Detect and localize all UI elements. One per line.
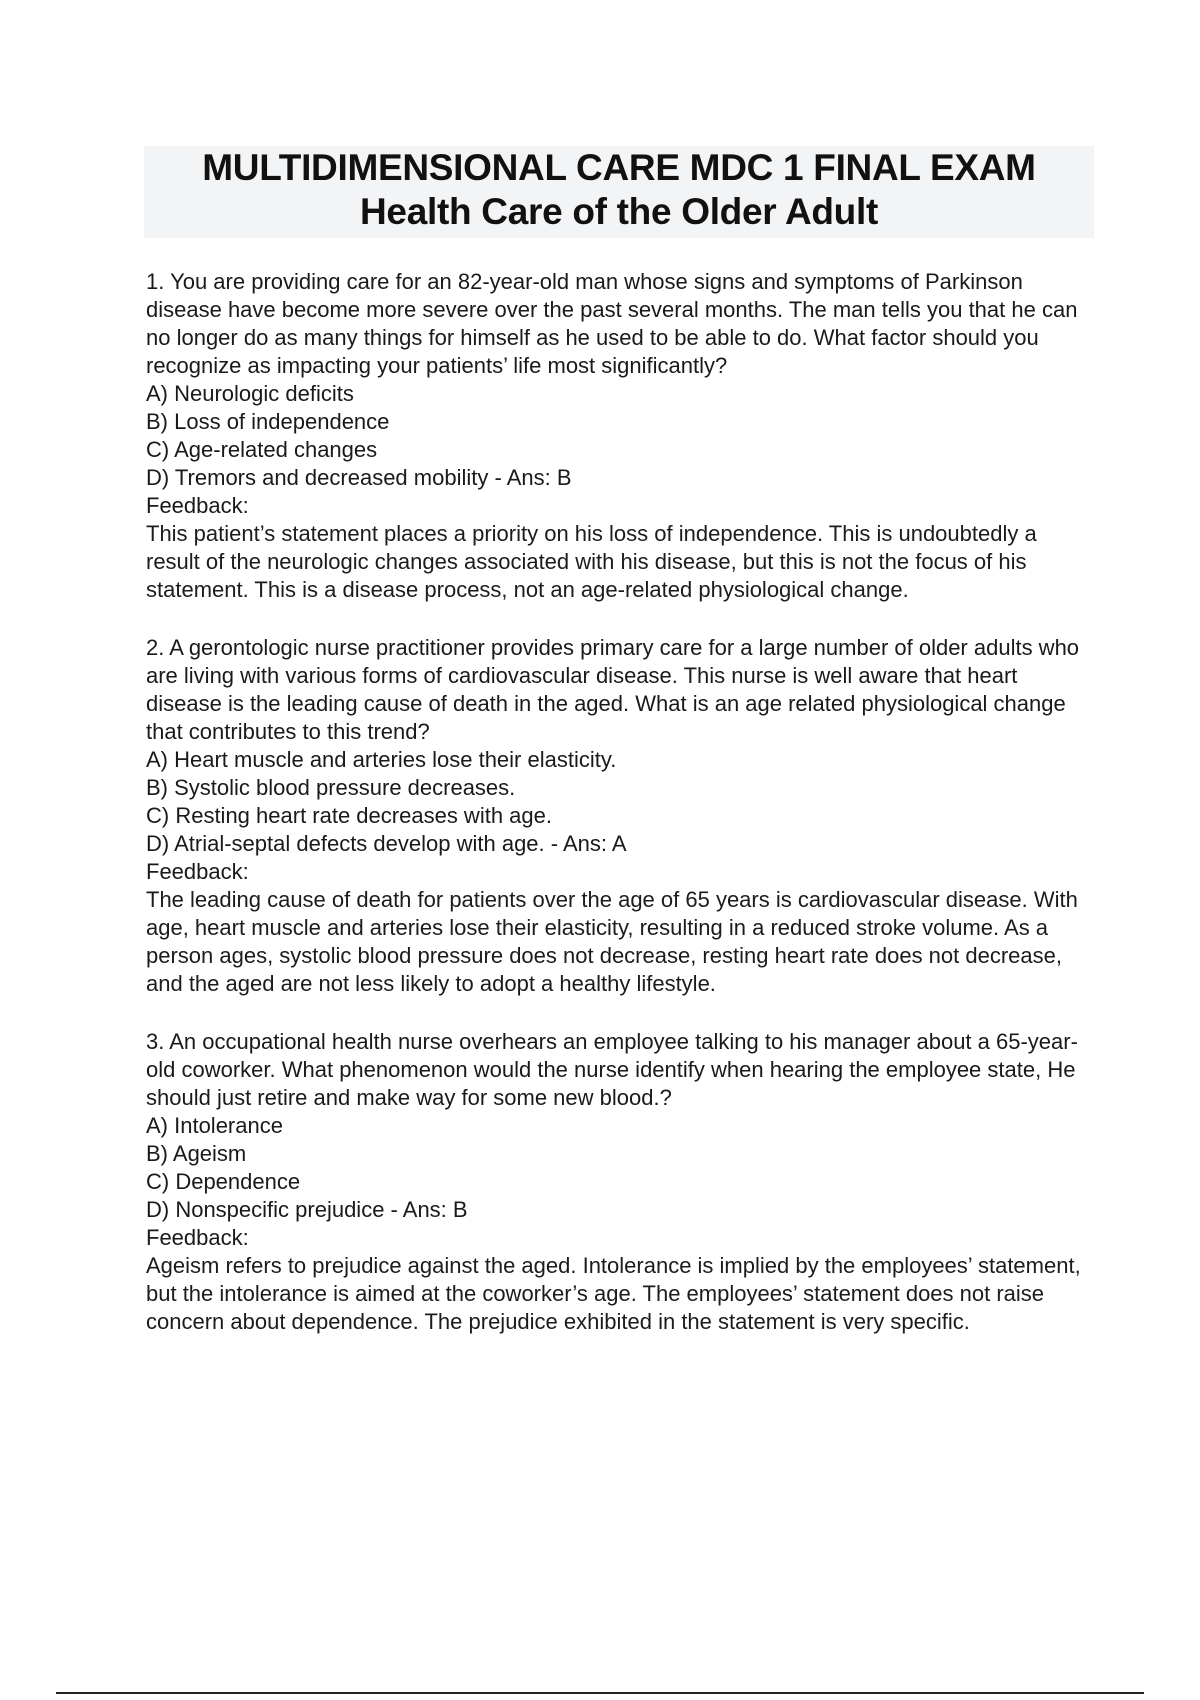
option-b: B) Systolic blood pressure decreases. [146,775,516,800]
option-a: A) Heart muscle and arteries lose their elasticity. [146,747,617,772]
option-d: D) Nonspecific prejudice - Ans: B [146,1197,468,1222]
option-d: D) Atrial-septal defects develop with age. - Ans: A [146,831,627,856]
question-1 [146,268,1086,604]
option-b: B) Ageism [146,1141,247,1166]
question-text: 2. A gerontologic nurse practitioner provides primary care for a large number of older adults who are living with various forms of cardiovascular disease. This nurse is well aware that heart disease is the leading cause of death in the aged. What is an age related physiological change that contributes to this trend? [146,635,1080,744]
option-a: A) Neurologic deficits [146,381,354,406]
question-text: 1. You are providing care for an 82-year-old man whose signs and symptoms of Parkinson disease have become more severe over the past several months. The man tells you that he can no longer do as many things for himself as he used to be able to do. What factor should you recognize as impacting your patients’ life most significantly? [146,269,1078,378]
option-c: C) Age-related changes [146,437,378,462]
page-bottom-rule [56,1692,1144,1694]
feedback-text: The leading cause of death for patients over the age of 65 years is cardiovascular disease. With age, heart muscle and arteries lose their elasticity, resulting in a reduced stroke volume. As a person ages, systolic blood pressure does not decrease, resting heart rate does not decrease, and the aged are not less likely to adopt a healthy lifestyle. [146,887,1078,996]
title-block [144,146,1094,238]
question-text: 3. An occupational health nurse overhears an employee talking to his manager about a 65-year-old coworker. What phenomenon would the nurse identify when hearing the employee state, He should just retire and make way for some new blood.? [146,1029,1078,1110]
question-3 [146,1028,1086,1336]
question-list [146,268,1086,1366]
option-b: B) Loss of independence [146,409,390,434]
option-c: C) Resting heart rate decreases with age. [146,803,552,828]
question-2 [146,634,1086,998]
feedback-label: Feedback: [146,859,249,884]
option-d: D) Tremors and decreased mobility - Ans: B [146,465,572,490]
exam-title: MULTIDIMENSIONAL CARE MDC 1 FINAL EXAM [202,147,1036,188]
exam-subtitle: Health Care of the Older Adult [360,191,878,232]
option-c: C) Dependence [146,1169,301,1194]
feedback-text: This patient’s statement places a priority on his loss of independence. This is undoubtedly a result of the neurologic changes associated with his disease, but this is not the focus of his statement. This is a disease process, not an age-related physiological change. [146,521,1037,602]
feedback-label: Feedback: [146,1225,249,1250]
option-a: A) Intolerance [146,1113,283,1138]
feedback-label: Feedback: [146,493,249,518]
feedback-text: Ageism refers to prejudice against the aged. Intolerance is implied by the employees’ statement, but the intolerance is aimed at the coworker’s age. The employees’ statement does not raise concern about dependence. The prejudice exhibited in the statement is very specific. [146,1253,1081,1334]
